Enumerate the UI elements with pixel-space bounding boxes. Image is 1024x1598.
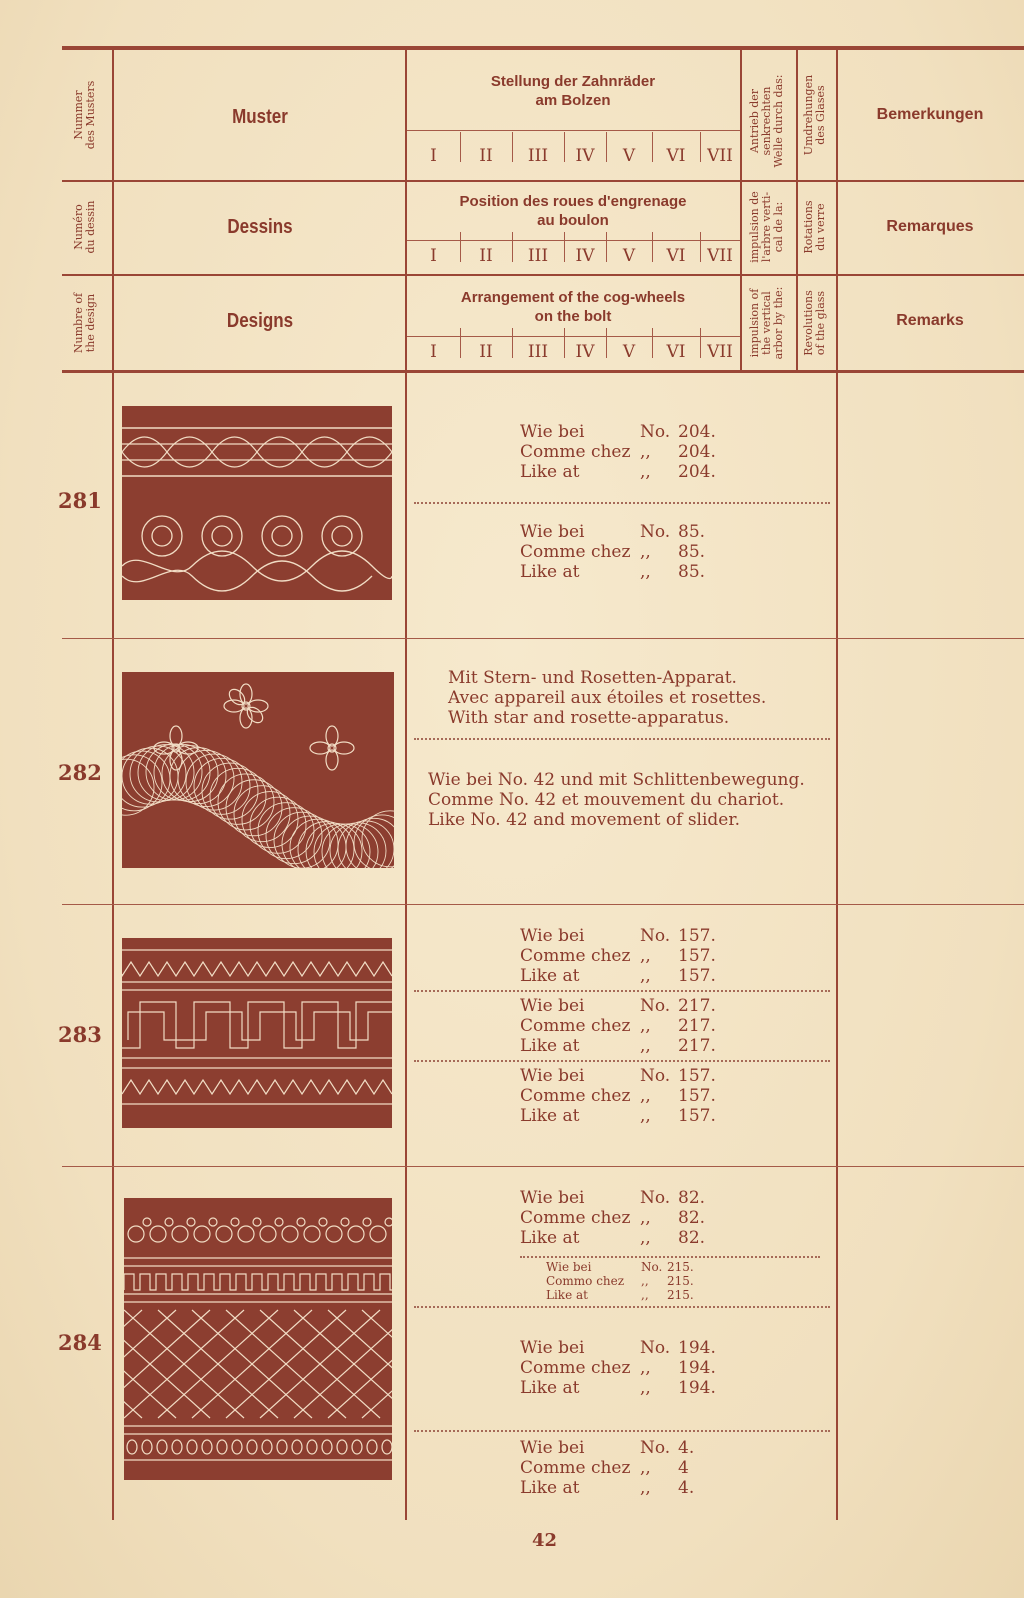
- design-number-282: 282: [58, 760, 102, 785]
- header-rotations-label-en: Revolutions of the glass: [802, 290, 827, 356]
- header-row-divider-2: [62, 274, 1024, 276]
- gear-cell-divider: [700, 132, 701, 162]
- header-drive-label-de: Antrieb der senkrechten Welle durch das:: [748, 74, 785, 168]
- note-block-282-1: Mit Stern- und Rosetten-Apparat. Avec appareil aux étoiles et rosettes. With star and rosette-apparatus.: [448, 668, 767, 728]
- header-row-divider-1: [62, 180, 1024, 182]
- col-line-2: [405, 50, 407, 1520]
- col-line-3: [740, 50, 742, 372]
- ref-block-284-2: Wie bei No. 215. Commo chez ,, 215. Like at ,, 215.: [546, 1260, 694, 1302]
- gear-position-iv: IV: [575, 342, 595, 362]
- header-gears-subrule-1: [407, 130, 740, 131]
- gear-cell-divider: [606, 328, 607, 358]
- gear-position-vi: VI: [666, 146, 686, 166]
- ref-separator: [414, 1060, 830, 1062]
- gear-cell-divider: [512, 232, 513, 262]
- header-number-label-fr: Numéro du dessin: [72, 200, 97, 254]
- gear-cell-divider: [700, 232, 701, 262]
- header-gears-title-en: Arrangement of the cog-wheels on the bolt: [460, 289, 686, 325]
- col-line-1: [112, 50, 114, 1520]
- gear-cell-divider: [606, 132, 607, 162]
- design-swatch-284: [124, 1198, 392, 1480]
- header-gears-subrule-2: [407, 240, 740, 241]
- gear-cell-divider: [652, 328, 653, 358]
- ref-separator: [414, 990, 830, 992]
- ref-separator: [414, 1430, 830, 1432]
- gear-position-ii: II: [479, 246, 493, 266]
- row-divider-283-284: [62, 1166, 1024, 1167]
- ref-block-284-1: Wie bei No. 82. Comme chez ,, 82. Like at ,, 82.: [520, 1188, 706, 1248]
- ref-block-283-2: Wie bei No. 217. Comme chez ,, 217. Like at ,, 217.: [520, 996, 716, 1056]
- col-line-4: [796, 50, 798, 372]
- header-design-label-fr: Dessins: [227, 216, 293, 238]
- design-swatch-281: [122, 406, 392, 600]
- ref-separator: [414, 738, 830, 740]
- ref-separator: [414, 1306, 830, 1308]
- ref-block-281-1: Wie bei No. 204. Comme chez ,, 204. Like at ,, 204.: [520, 422, 716, 482]
- gear-cell-divider: [564, 132, 565, 162]
- header-number-label-en: Numbre of the design: [72, 292, 97, 354]
- header-number-label-de: Nummer des Musters: [72, 80, 97, 150]
- gear-cell-divider: [512, 328, 513, 358]
- ref-block-283-1: Wie bei No. 157. Comme chez ,, 157. Like at ,, 157.: [520, 926, 716, 986]
- row-divider-281-282: [62, 638, 1024, 639]
- design-swatch-282: [122, 672, 394, 868]
- design-number-281: 281: [58, 488, 102, 513]
- header-gears-title-fr: Position des roues d'engrenage au boulon: [459, 193, 687, 229]
- header-drive-label-fr: impulsion de l'arbre verti- cal de la:: [748, 191, 785, 263]
- gear-position-iii: III: [527, 342, 549, 362]
- header-bottom-rule: [62, 370, 1024, 373]
- ref-separator: [520, 1256, 820, 1258]
- gear-position-ii: II: [479, 146, 493, 166]
- gear-cell-divider: [606, 232, 607, 262]
- gear-position-ii: II: [479, 342, 493, 362]
- ref-block-284-3: Wie bei No. 194. Comme chez ,, 194. Like at ,, 194.: [520, 1338, 716, 1398]
- design-swatch-283: [122, 938, 392, 1128]
- header-remarks-label-en: Remarks: [896, 312, 964, 329]
- gear-position-v: V: [622, 146, 636, 166]
- design-number-284: 284: [58, 1330, 102, 1355]
- ref-block-281-2: Wie bei No. 85. Comme chez ,, 85. Like at ,, 85.: [520, 522, 706, 582]
- header-remarks-label-fr: Remarques: [886, 218, 974, 235]
- page-number: 42: [532, 1530, 558, 1551]
- gear-position-i: I: [430, 342, 437, 362]
- gear-position-vii: VII: [707, 342, 733, 362]
- gear-cell-divider: [460, 132, 461, 162]
- note-block-282-2: Wie bei No. 42 und mit Schlittenbewegung. Comme No. 42 et mouvement du chariot. Like No. 42 and movement of slider.: [428, 770, 805, 830]
- gear-position-iii: III: [527, 246, 549, 266]
- ref-block-283-3: Wie bei No. 157. Comme chez ,, 157. Like at ,, 157.: [520, 1066, 716, 1126]
- gear-position-vii: VII: [707, 146, 733, 166]
- ref-separator: [414, 502, 830, 504]
- col-line-5: [836, 50, 838, 1520]
- header-rotations-label-fr: Rotations du verre: [802, 200, 827, 254]
- gear-cell-divider: [700, 328, 701, 358]
- header-design-label-en: Designs: [226, 310, 294, 332]
- header-design-label-de: Muster: [232, 106, 288, 128]
- gear-cell-divider: [460, 328, 461, 358]
- gear-cell-divider: [564, 328, 565, 358]
- gear-position-i: I: [430, 146, 437, 166]
- top-rule: [62, 46, 1024, 50]
- gear-cell-divider: [652, 232, 653, 262]
- design-number-283: 283: [58, 1022, 102, 1047]
- gear-position-iv: IV: [575, 146, 595, 166]
- row-divider-282-283: [62, 904, 1024, 905]
- gear-cell-divider: [460, 232, 461, 262]
- header-gears-title-de: Stellung der Zahnräder am Bolzen: [490, 73, 656, 109]
- gear-position-iii: III: [527, 146, 549, 166]
- ref-block-284-4: Wie bei No. 4. Comme chez ,, 4 Like at ,, 4.: [520, 1438, 695, 1498]
- header-remarks-label-de: Bemerkungen: [876, 106, 984, 123]
- header-rotations-label-de: Umdrehungen des Glases: [802, 74, 827, 156]
- gear-position-vi: VI: [666, 246, 686, 266]
- gear-cell-divider: [564, 232, 565, 262]
- gear-position-v: V: [622, 342, 636, 362]
- gear-cell-divider: [652, 132, 653, 162]
- header-gears-subrule-3: [407, 336, 740, 337]
- gear-position-v: V: [622, 246, 636, 266]
- header-drive-label-en: impulsion of the vertical arbor by the:: [748, 286, 785, 360]
- gear-position-i: I: [430, 246, 437, 266]
- gear-position-vi: VI: [666, 342, 686, 362]
- gear-cell-divider: [512, 132, 513, 162]
- gear-position-vii: VII: [707, 246, 733, 266]
- gear-position-iv: IV: [575, 246, 595, 266]
